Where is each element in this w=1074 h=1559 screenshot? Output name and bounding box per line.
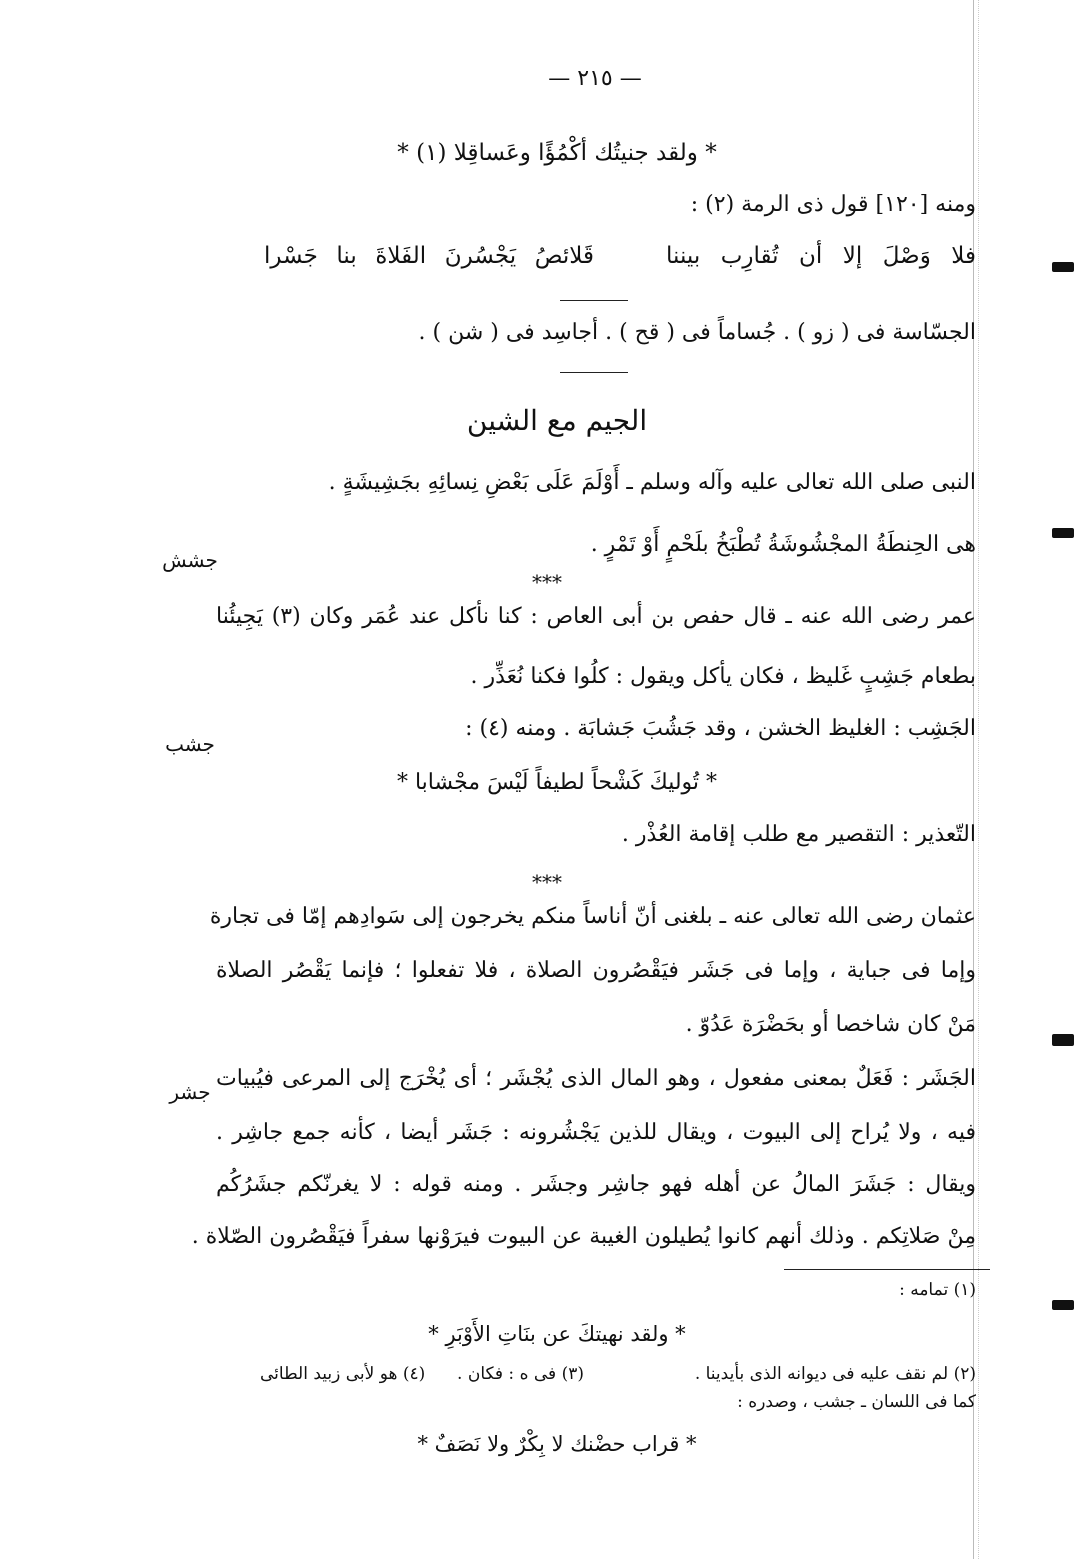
hadith-line: عثمان رضى الله تعالى عنه ـ بلغنى أنّ أناساً منكم يخرجون إلى سَوادِهم إمّا فى تجارة: [209, 904, 976, 929]
definition-line: التّعذير : التقصير مع طلب إقامة العُذْر .: [621, 822, 976, 847]
verse-line: * ولقد جنيتُك أكْمُؤًا وعَساقِلا (١) *: [397, 140, 717, 166]
section-stars: ***: [532, 570, 562, 594]
scan-edge-mark: [1052, 1300, 1074, 1310]
verse-hemistich-left: قَلائصُ يَجْسُرنَ الفَلاةَ بنا جَسْرا: [264, 243, 594, 269]
separator-rule: [560, 300, 628, 301]
footnote-rule: [784, 1269, 990, 1270]
verse-line: * تُوليكَ كَشْحاً لطيفاً لَيْسَ مجْشابا *: [396, 770, 718, 795]
text-line: ومنه [١٢٠] قول ذى الرمة (٢) :: [690, 192, 976, 217]
definition-line: ويقال : جَشَرَ المالُ عن أهله فهو جاشِر وجشَر . ومنه قوله : لا يغرنّكم جشَرُكُم: [216, 1172, 976, 1197]
footnote: (٤) هو لأبى زبيد الطائى: [260, 1364, 426, 1384]
definition-line: فيه ، ولا يُراح إلى البيوت ، ويقال للذين يَجْشُرونه : جَشَر أيضا ، كأنه جمع جاشِر .: [216, 1120, 976, 1145]
margin-root-word: جشب: [165, 732, 215, 756]
hadith-line: بطعام جَشِبٍ غَليظ ، فكان يأكل ويقول : كلُوا فكنا نُعَذِّر .: [470, 664, 976, 689]
footnote: (٢) لم نقف عليه فى ديوانه الذى بأيدينا .: [694, 1364, 976, 1384]
hadith-line: عمر رضى الله عنه ـ قال حفص بن أبى العاص : كنا نأكل عند عُمَر وكان (٣) يَجِيئُنا: [216, 604, 976, 629]
definition-line: هى الحِنطَةُ المجْشُوشَةُ تُطْبَخُ بلَحْمٍ أَوْ تَمْرٍ .: [590, 532, 976, 557]
hadith-line: مَنْ كان شاخصا أو بحَضْرَة عَدُوّ .: [685, 1012, 976, 1037]
footnote: كما فى اللسان ـ جشب ، وصدره :: [737, 1392, 976, 1412]
verse-hemistich-right: فلا وَصْلَ إلا أن تُقارِب بيننا: [666, 243, 976, 269]
cross-reference-line: الجسّاسة فى ( زو ) . جُساماً فى ( قح ) . أجاسِد فى ( شن ) .: [418, 320, 976, 345]
separator-rule: [560, 372, 628, 373]
margin-root-word: جشش: [162, 548, 218, 572]
definition-line: الجَشِب : الغليظ الخشن ، وقد جَشُبَ جَشابَة . ومنه (٤) :: [465, 716, 976, 741]
definition-line: مِنْ صَلاتِكم . وذلك أنهم كانوا يُطيلون الغيبة عن البيوت فيرَوْنها سفراً فيَقْصُرون الصّلاة .: [191, 1224, 976, 1249]
definition-line: الجَشَر : فَعَلٌ بمعنى مفعول ، وهو المال الذى يُجْشَر ؛ أى يُخْرَج إلى المرعى فيُبيات: [216, 1066, 976, 1091]
footnote-verse: * قراب حضْنك لا بِكْرٌ ولا نَصَفٌ *: [417, 1432, 697, 1456]
scan-edge-mark: [1052, 528, 1074, 538]
footnote: (١) تمامه :: [899, 1280, 976, 1300]
footnote: (٣) فى ه : فكان .: [457, 1364, 584, 1384]
hadith-line: وإما فى جباية ، وإما فى جَشَر فيَقْصُرون الصلاة ، فلا تفعلوا ؛ فإنما يَقْصُر الصلاة: [216, 958, 976, 983]
scan-edge-mark: [1052, 262, 1074, 272]
section-heading: الجيم مع الشين: [466, 404, 648, 437]
margin-root-word: جشر: [169, 1080, 211, 1104]
page-number: — ٢١٥ —: [548, 66, 642, 91]
scan-edge-mark: [1052, 1034, 1074, 1046]
hadith-line: النبى صلى الله تعالى عليه وآله وسلم ـ أَوْلَمَ عَلَى بَعْضِ نِسائِهِ بجَشِيشَةٍ .: [328, 470, 976, 495]
section-stars: ***: [532, 870, 562, 894]
footnote-verse: * ولقد نهيتكَ عن بنَاتِ الأَوْبَرِ *: [428, 1322, 686, 1346]
